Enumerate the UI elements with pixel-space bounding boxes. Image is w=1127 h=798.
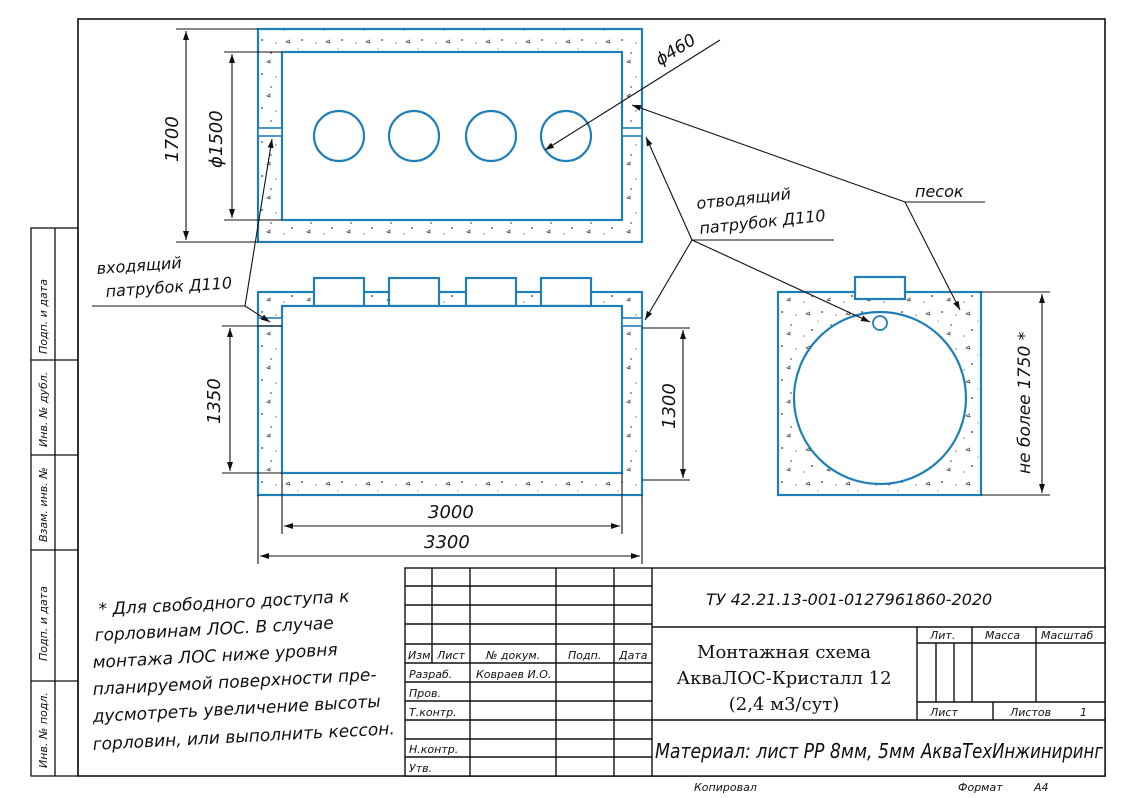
side-stamp-label: Подп. и дата [37, 279, 50, 354]
front-view [258, 278, 642, 495]
manhole-circle [389, 111, 439, 161]
row-razrab: Разраб. [409, 668, 453, 681]
manhole-circle [466, 111, 516, 161]
drawing-title-line-2: АкваЛОС-Кристалл 12 [676, 668, 892, 689]
col-ndoc: № докум. [486, 649, 541, 662]
installation-note [91, 587, 395, 755]
side-stamp-label: Подп. и дата [37, 586, 50, 661]
company-name: АкваТехИнжиниринг [919, 739, 1104, 763]
note-line: планируемой поверхности пре- [92, 665, 377, 700]
massa-label: Масса [985, 629, 1021, 642]
masshtab-label: Масштаб [1041, 629, 1094, 642]
note-line: монтажа ЛОС ниже уровня [92, 640, 339, 673]
razrab-name: Ковраев И.О. [476, 668, 552, 681]
note-line: * Для свободного доступа к [98, 586, 350, 620]
dim-3000: 3000 [428, 502, 474, 523]
side-stamp-label: Инв. № дубл. [37, 371, 50, 447]
label-inlet-line-1: входящий [95, 253, 183, 278]
format-value: А4 [1034, 781, 1049, 794]
label-outlet-line-2: патрубок Д110 [698, 205, 827, 238]
format-label: Формат [958, 781, 1003, 794]
note-line: горловинам ЛОС. В случае [94, 613, 335, 646]
neck [466, 278, 516, 306]
dim-d460: ϕ460 [652, 30, 700, 71]
col-data: Дата [619, 649, 648, 662]
side-view-tank [794, 312, 966, 484]
side-view-pipe [873, 316, 887, 330]
label-inlet-line-2: патрубок Д110 [104, 273, 233, 301]
dim-1300: 1300 [659, 383, 680, 429]
col-izm: Изм. [408, 649, 434, 662]
top-view-inlet-pipe [258, 128, 282, 136]
dim-d1500: ϕ1500 [206, 110, 227, 168]
dim-1700: 1700 [162, 116, 183, 162]
neck [389, 278, 439, 306]
neck [541, 278, 591, 306]
row-nkontr: Н.контр. [409, 743, 459, 756]
top-view-outlet-pipe [622, 128, 642, 136]
top-view [258, 29, 642, 242]
list-label: Лист [930, 706, 958, 719]
drawing-title-line-3: (2,4 м3/сут) [728, 694, 840, 715]
material-text: Материал: лист PP 8мм, 5мм [655, 739, 915, 763]
note-line: горловин, или выполнить кессон. [92, 719, 396, 755]
front-view-outlet-pipe [622, 318, 642, 326]
row-tkontr: Т.контр. [409, 706, 457, 719]
row-prov: Пров. [409, 687, 441, 700]
side-stamp-label: Взам. инв. № [37, 467, 50, 542]
label-outlet-line-1: отводящий [695, 184, 792, 213]
row-utv: Утв. [409, 762, 433, 775]
listov-label: Листов [1010, 706, 1052, 719]
drawing-title-line-1: Монтажная схема [697, 642, 871, 663]
front-view-tank [282, 306, 622, 473]
side-view [778, 277, 981, 495]
lit-label: Лит. [930, 629, 956, 642]
dim-1750: не более 1750 * [1015, 331, 1035, 474]
note-line: дусмотреть увеличение высоты [92, 691, 382, 727]
doc-code: ТУ 42.21.13-001-0127961860-2020 [706, 590, 993, 609]
listov-value: 1 [1080, 706, 1087, 719]
side-stamp-label: Инв. № подл. [37, 692, 50, 768]
dim-3300: 3300 [424, 532, 470, 553]
side-view-neck [855, 277, 905, 299]
manhole-circle [314, 111, 364, 161]
manhole-circle [541, 111, 591, 161]
col-podp: Подп. [568, 649, 602, 662]
col-list: Лист [437, 649, 465, 662]
kopiroval-label: Копировал [694, 781, 757, 794]
dim-1350: 1350 [204, 378, 225, 424]
label-sand: песок [915, 182, 964, 201]
neck [314, 278, 364, 306]
